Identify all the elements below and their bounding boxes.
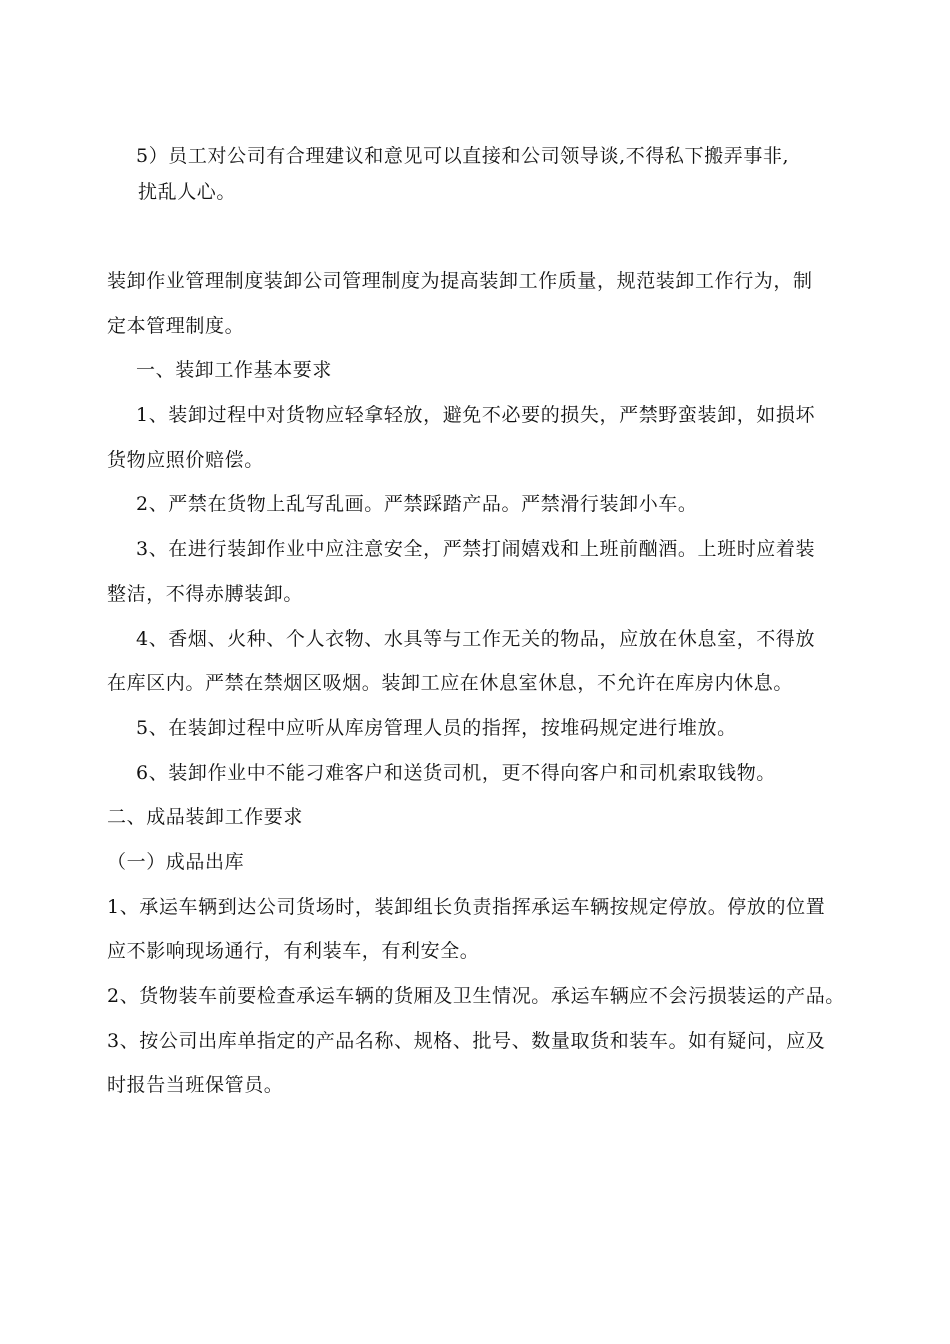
text-line: 装卸作业管理制度装卸公司管理制度为提高装卸工作质量，规范装卸工作行为，制 bbox=[107, 270, 813, 292]
text-line: 4、香烟、火种、个人衣物、水具等与工作无关的物品，应放在休息室，不得放 bbox=[136, 628, 816, 650]
text-line: 货物应照价赔偿。 bbox=[107, 449, 264, 471]
text-line: 扰乱人心。 bbox=[138, 181, 237, 203]
text-line: 在库区内。严禁在禁烟区吸烟。装卸工应在休息室休息，不允许在库房内休息。 bbox=[107, 672, 794, 694]
subsection-heading: （一）成品出库 bbox=[107, 851, 245, 873]
text-line: 5、在装卸过程中应听从库房管理人员的指挥，按堆码规定进行堆放。 bbox=[136, 717, 737, 739]
text-line: 1、装卸过程中对货物应轻拿轻放，避免不必要的损失，严禁野蛮装卸，如损坏 bbox=[136, 404, 816, 426]
text-line: 3、按公司出库单指定的产品名称、规格、批号、数量取货和装车。如有疑问，应及 bbox=[107, 1030, 826, 1052]
text-line: 1、承运车辆到达公司货场时，装卸组长负责指挥承运车辆按规定停放。停放的位置 bbox=[107, 896, 826, 918]
text-line: 整洁，不得赤膊装卸。 bbox=[107, 583, 304, 605]
text-line: 3、在进行装卸作业中应注意安全，严禁打闹嬉戏和上班前酗酒。上班时应着装 bbox=[136, 538, 816, 560]
section-heading: 二、成品装卸工作要求 bbox=[107, 806, 304, 828]
text-line: 6、装卸作业中不能刁难客户和送货司机，更不得向客户和司机索取钱物。 bbox=[136, 762, 776, 784]
section-heading: 一、装卸工作基本要求 bbox=[136, 359, 333, 381]
text-line: 定本管理制度。 bbox=[107, 315, 245, 337]
text-line: 5）员工对公司有合理建议和意见可以直接和公司领导谈,不得私下搬弄事非, bbox=[136, 145, 790, 167]
text-line: 应不影响现场通行，有利装车，有利安全。 bbox=[107, 940, 480, 962]
text-line: 时报告当班保管员。 bbox=[107, 1074, 284, 1096]
text-line: 2、严禁在货物上乱写乱画。严禁踩踏产品。严禁滑行装卸小车。 bbox=[136, 493, 698, 515]
text-line: 2、货物装车前要检查承运车辆的货厢及卫生情况。承运车辆应不会污损装运的产品。 bbox=[107, 985, 845, 1007]
